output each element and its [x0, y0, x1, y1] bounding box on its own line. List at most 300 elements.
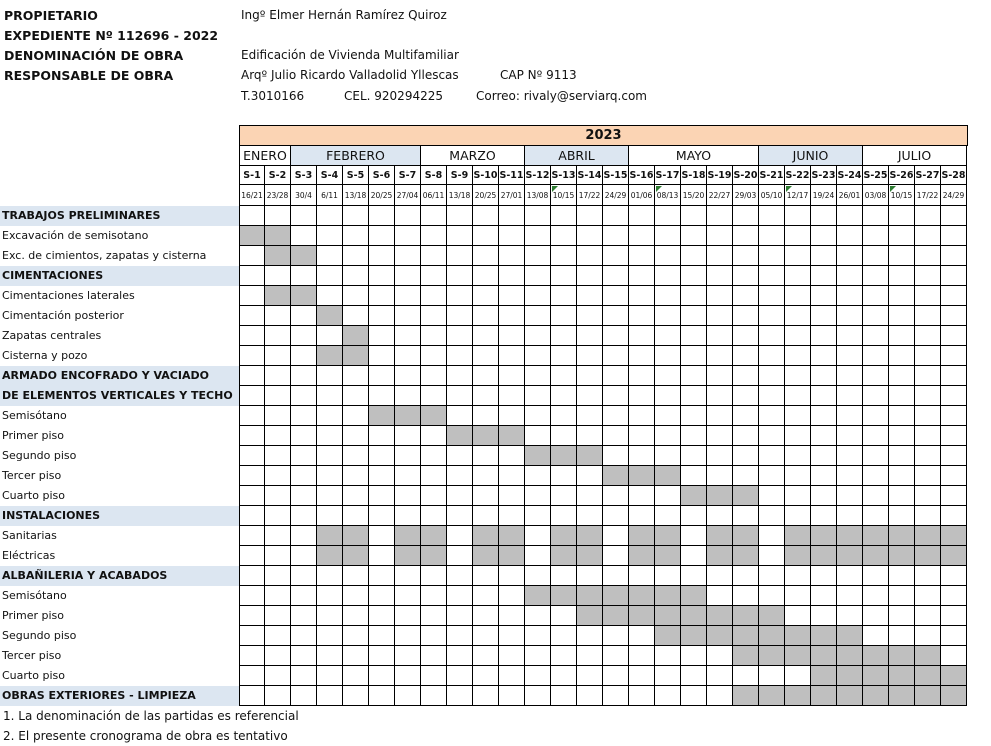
week-date-19: 22/27 — [707, 185, 733, 206]
schedule-cell — [863, 506, 889, 526]
month-enero: ENERO — [239, 146, 291, 166]
schedule-cell — [421, 466, 447, 486]
schedule-cell — [525, 206, 551, 226]
month-junio: JUNIO — [759, 146, 863, 166]
schedule-cell — [915, 226, 941, 246]
schedule-cell — [681, 686, 707, 706]
schedule-cell — [447, 566, 473, 586]
schedule-cell — [291, 586, 317, 606]
schedule-cell — [941, 246, 967, 266]
schedule-cell — [395, 326, 421, 346]
schedule-cell — [603, 646, 629, 666]
schedule-cell — [369, 406, 395, 426]
schedule-cell — [239, 446, 265, 466]
schedule-cell — [551, 626, 577, 646]
schedule-cell — [733, 686, 759, 706]
schedule-cell — [473, 466, 499, 486]
schedule-cell — [369, 666, 395, 686]
schedule-cell — [265, 286, 291, 306]
schedule-cell — [395, 406, 421, 426]
schedule-cell — [707, 586, 733, 606]
task-label: Eléctricas — [2, 549, 56, 562]
schedule-cell — [395, 466, 421, 486]
schedule-cell — [681, 446, 707, 466]
schedule-cell — [785, 226, 811, 246]
week-date-20: 29/03 — [733, 185, 759, 206]
schedule-cell — [577, 446, 603, 466]
schedule-cell — [889, 446, 915, 466]
schedule-cell — [369, 326, 395, 346]
schedule-cell — [655, 546, 681, 566]
schedule-cell — [525, 466, 551, 486]
schedule-cell — [733, 206, 759, 226]
schedule-cell — [707, 266, 733, 286]
schedule-cell — [889, 346, 915, 366]
week-25: S-25 — [863, 166, 889, 185]
schedule-cell — [863, 586, 889, 606]
schedule-cell — [785, 426, 811, 446]
schedule-cell — [733, 326, 759, 346]
schedule-cell — [811, 306, 837, 326]
week-date-1: 16/21 — [239, 185, 265, 206]
schedule-cell — [837, 506, 863, 526]
schedule-cell — [837, 326, 863, 346]
schedule-cell — [863, 526, 889, 546]
schedule-cell — [941, 286, 967, 306]
work-name-value: Edificación de Vivienda Multifamiliar — [241, 48, 459, 62]
schedule-cell — [733, 466, 759, 486]
schedule-cell — [499, 426, 525, 446]
schedule-cell — [629, 506, 655, 526]
schedule-cell — [811, 366, 837, 386]
schedule-cell — [707, 626, 733, 646]
schedule-cell — [265, 266, 291, 286]
schedule-cell — [447, 326, 473, 346]
schedule-cell — [707, 246, 733, 266]
week-date-11: 27/01 — [499, 185, 525, 206]
schedule-cell — [525, 286, 551, 306]
schedule-cell — [785, 286, 811, 306]
schedule-cell — [785, 606, 811, 626]
schedule-cell — [837, 266, 863, 286]
schedule-cell — [733, 586, 759, 606]
schedule-cell — [395, 286, 421, 306]
schedule-cell — [239, 266, 265, 286]
schedule-cell — [759, 526, 785, 546]
schedule-cell — [317, 566, 343, 586]
schedule-cell — [915, 526, 941, 546]
schedule-cell — [629, 366, 655, 386]
week-23: S-23 — [811, 166, 837, 185]
schedule-cell — [811, 646, 837, 666]
schedule-cell — [759, 446, 785, 466]
schedule-cell — [837, 286, 863, 306]
schedule-cell — [863, 246, 889, 266]
schedule-cell — [369, 486, 395, 506]
schedule-cell — [811, 666, 837, 686]
schedule-cell — [707, 206, 733, 226]
schedule-cell — [447, 506, 473, 526]
schedule-cell — [447, 306, 473, 326]
schedule-cell — [499, 386, 525, 406]
schedule-cell — [681, 366, 707, 386]
schedule-cell — [343, 606, 369, 626]
task-label: Cuarto piso — [2, 669, 65, 682]
schedule-cell — [265, 406, 291, 426]
schedule-cell — [577, 366, 603, 386]
schedule-cell — [239, 326, 265, 346]
schedule-cell — [551, 286, 577, 306]
schedule-cell — [473, 686, 499, 706]
schedule-cell — [421, 246, 447, 266]
schedule-cell — [265, 446, 291, 466]
schedule-cell — [655, 606, 681, 626]
schedule-cell — [681, 206, 707, 226]
schedule-cell — [837, 606, 863, 626]
task-label: Segundo piso — [2, 629, 77, 642]
schedule-cell — [577, 486, 603, 506]
schedule-cell — [837, 306, 863, 326]
schedule-cell — [759, 246, 785, 266]
schedule-cell — [291, 546, 317, 566]
schedule-cell — [759, 286, 785, 306]
schedule-cell — [785, 306, 811, 326]
schedule-cell — [889, 326, 915, 346]
schedule-cell — [525, 586, 551, 606]
schedule-cell — [369, 286, 395, 306]
schedule-cell — [499, 626, 525, 646]
schedule-cell — [343, 346, 369, 366]
schedule-cell — [291, 266, 317, 286]
schedule-cell — [681, 506, 707, 526]
schedule-cell — [707, 686, 733, 706]
schedule-cell — [603, 486, 629, 506]
year-header: 2023 — [239, 125, 968, 146]
schedule-cell — [603, 566, 629, 586]
week-7: S-7 — [395, 166, 421, 185]
schedule-cell — [681, 526, 707, 546]
schedule-cell — [265, 686, 291, 706]
schedule-cell — [889, 486, 915, 506]
month-febrero: FEBRERO — [291, 146, 421, 166]
schedule-cell — [681, 586, 707, 606]
schedule-cell — [889, 306, 915, 326]
schedule-cell — [447, 466, 473, 486]
schedule-cell — [317, 526, 343, 546]
schedule-cell — [681, 426, 707, 446]
schedule-cell — [577, 266, 603, 286]
schedule-cell — [785, 486, 811, 506]
schedule-cell — [291, 666, 317, 686]
schedule-cell — [707, 286, 733, 306]
schedule-cell — [915, 566, 941, 586]
schedule-cell — [499, 546, 525, 566]
schedule-cell — [499, 686, 525, 706]
section-label: DE ELEMENTOS VERTICALES Y TECHO — [0, 386, 239, 406]
schedule-cell — [499, 206, 525, 226]
schedule-cell — [759, 586, 785, 606]
schedule-cell — [421, 406, 447, 426]
schedule-cell — [785, 626, 811, 646]
schedule-cell — [811, 426, 837, 446]
schedule-cell — [525, 526, 551, 546]
schedule-cell — [317, 206, 343, 226]
schedule-cell — [421, 666, 447, 686]
schedule-cell — [421, 526, 447, 546]
schedule-cell — [889, 586, 915, 606]
schedule-cell — [291, 626, 317, 646]
date-marker — [786, 186, 792, 192]
schedule-cell — [265, 246, 291, 266]
schedule-cell — [447, 646, 473, 666]
schedule-cell — [655, 246, 681, 266]
schedule-cell — [551, 646, 577, 666]
schedule-cell — [343, 666, 369, 686]
schedule-cell — [239, 566, 265, 586]
schedule-cell — [811, 566, 837, 586]
schedule-cell — [395, 566, 421, 586]
schedule-cell — [811, 546, 837, 566]
schedule-cell — [837, 406, 863, 426]
schedule-cell — [473, 606, 499, 626]
schedule-cell — [525, 226, 551, 246]
schedule-cell — [421, 326, 447, 346]
schedule-cell — [369, 506, 395, 526]
schedule-cell — [551, 246, 577, 266]
week-9: S-9 — [447, 166, 473, 185]
schedule-cell — [811, 586, 837, 606]
task-label: Excavación de semisotano — [2, 229, 149, 242]
cell-number: CEL. 920294225 — [344, 89, 443, 103]
schedule-cell — [239, 586, 265, 606]
schedule-cell — [759, 266, 785, 286]
week-21: S-21 — [759, 166, 785, 185]
schedule-cell — [941, 366, 967, 386]
schedule-cell — [525, 406, 551, 426]
week-3: S-3 — [291, 166, 317, 185]
email-address: Correo: rivaly@serviarq.com — [476, 89, 647, 103]
schedule-cell — [447, 386, 473, 406]
month-mayo: MAYO — [629, 146, 759, 166]
schedule-cell — [239, 406, 265, 426]
schedule-cell — [369, 226, 395, 246]
schedule-cell — [837, 206, 863, 226]
week-date-2: 23/28 — [265, 185, 291, 206]
week-8: S-8 — [421, 166, 447, 185]
schedule-cell — [499, 446, 525, 466]
schedule-cell — [915, 506, 941, 526]
schedule-cell — [655, 486, 681, 506]
schedule-cell — [603, 346, 629, 366]
schedule-cell — [941, 546, 967, 566]
schedule-cell — [369, 306, 395, 326]
schedule-cell — [681, 286, 707, 306]
schedule-cell — [317, 606, 343, 626]
schedule-cell — [369, 526, 395, 546]
schedule-cell — [473, 246, 499, 266]
schedule-cell — [395, 606, 421, 626]
schedule-cell — [499, 486, 525, 506]
schedule-cell — [889, 386, 915, 406]
schedule-cell — [499, 566, 525, 586]
schedule-cell — [291, 486, 317, 506]
schedule-cell — [395, 546, 421, 566]
schedule-cell — [291, 366, 317, 386]
section-label: ARMADO ENCOFRADO Y VACIADO — [0, 366, 239, 386]
schedule-cell — [369, 566, 395, 586]
schedule-cell — [369, 386, 395, 406]
schedule-cell — [473, 586, 499, 606]
schedule-cell — [759, 326, 785, 346]
schedule-cell — [395, 526, 421, 546]
schedule-cell — [421, 486, 447, 506]
schedule-cell — [265, 566, 291, 586]
month-marzo: MARZO — [421, 146, 525, 166]
schedule-cell — [577, 246, 603, 266]
schedule-cell — [837, 226, 863, 246]
schedule-cell — [863, 566, 889, 586]
schedule-cell — [395, 266, 421, 286]
schedule-cell — [577, 406, 603, 426]
schedule-cell — [291, 346, 317, 366]
schedule-cell — [915, 666, 941, 686]
schedule-cell — [629, 286, 655, 306]
schedule-cell — [369, 246, 395, 266]
week-date-8: 06/11 — [421, 185, 447, 206]
schedule-cell — [785, 366, 811, 386]
schedule-cell — [447, 266, 473, 286]
schedule-cell — [265, 306, 291, 326]
schedule-cell — [655, 386, 681, 406]
schedule-cell — [421, 266, 447, 286]
schedule-cell — [759, 626, 785, 646]
schedule-cell — [629, 426, 655, 446]
schedule-cell — [707, 406, 733, 426]
schedule-cell — [239, 646, 265, 666]
schedule-cell — [395, 586, 421, 606]
week-1: S-1 — [239, 166, 265, 185]
responsible-value: Arqº Julio Ricardo Valladolid Yllescas — [241, 68, 459, 82]
week-date-27: 17/22 — [915, 185, 941, 206]
schedule-cell — [941, 686, 967, 706]
schedule-cell — [811, 206, 837, 226]
schedule-cell — [759, 466, 785, 486]
schedule-cell — [525, 566, 551, 586]
schedule-cell — [317, 626, 343, 646]
schedule-cell — [525, 386, 551, 406]
schedule-cell — [551, 526, 577, 546]
schedule-cell — [499, 466, 525, 486]
schedule-cell — [421, 366, 447, 386]
schedule-cell — [915, 326, 941, 346]
schedule-cell — [395, 386, 421, 406]
schedule-cell — [915, 246, 941, 266]
schedule-cell — [447, 486, 473, 506]
schedule-cell — [629, 306, 655, 326]
schedule-cell — [759, 406, 785, 426]
schedule-cell — [603, 366, 629, 386]
schedule-cell — [733, 406, 759, 426]
schedule-cell — [733, 306, 759, 326]
schedule-cell — [473, 646, 499, 666]
schedule-cell — [343, 386, 369, 406]
schedule-cell — [265, 506, 291, 526]
schedule-cell — [369, 626, 395, 646]
schedule-cell — [343, 306, 369, 326]
schedule-cell — [265, 606, 291, 626]
schedule-cell — [577, 606, 603, 626]
schedule-cell — [863, 486, 889, 506]
schedule-cell — [811, 246, 837, 266]
schedule-cell — [681, 646, 707, 666]
schedule-cell — [577, 586, 603, 606]
schedule-cell — [343, 646, 369, 666]
schedule-cell — [603, 426, 629, 446]
schedule-cell — [733, 626, 759, 646]
schedule-cell — [759, 486, 785, 506]
schedule-cell — [863, 266, 889, 286]
month-julio: JULIO — [863, 146, 967, 166]
schedule-cell — [681, 606, 707, 626]
schedule-cell — [915, 266, 941, 286]
schedule-cell — [395, 226, 421, 246]
task-label: Semisótano — [2, 409, 67, 422]
schedule-cell — [239, 666, 265, 686]
schedule-cell — [551, 586, 577, 606]
schedule-cell — [239, 286, 265, 306]
schedule-cell — [811, 406, 837, 426]
schedule-cell — [369, 586, 395, 606]
schedule-cell — [473, 446, 499, 466]
schedule-cell — [447, 546, 473, 566]
week-date-17: 08/13 — [655, 185, 681, 206]
task-label: Semisótano — [2, 589, 67, 602]
schedule-cell — [707, 566, 733, 586]
schedule-cell — [707, 226, 733, 246]
schedule-cell — [889, 406, 915, 426]
schedule-cell — [525, 266, 551, 286]
schedule-cell — [941, 486, 967, 506]
schedule-cell — [421, 606, 447, 626]
schedule-cell — [421, 426, 447, 446]
schedule-cell — [577, 546, 603, 566]
schedule-cell — [941, 306, 967, 326]
section-label: OBRAS EXTERIORES - LIMPIEZA — [0, 686, 239, 706]
schedule-cell — [733, 546, 759, 566]
schedule-cell — [369, 646, 395, 666]
schedule-cell — [837, 426, 863, 446]
schedule-cell — [707, 606, 733, 626]
schedule-cell — [889, 246, 915, 266]
schedule-cell — [759, 686, 785, 706]
schedule-cell — [239, 626, 265, 646]
schedule-cell — [759, 386, 785, 406]
schedule-cell — [265, 226, 291, 246]
week-date-16: 01/06 — [629, 185, 655, 206]
schedule-cell — [473, 546, 499, 566]
schedule-cell — [941, 446, 967, 466]
schedule-cell — [915, 406, 941, 426]
schedule-cell — [525, 546, 551, 566]
schedule-cell — [551, 606, 577, 626]
schedule-cell — [577, 626, 603, 646]
date-marker — [552, 186, 558, 192]
schedule-cell — [941, 526, 967, 546]
schedule-cell — [915, 646, 941, 666]
schedule-cell — [343, 586, 369, 606]
schedule-cell — [499, 326, 525, 346]
schedule-cell — [629, 586, 655, 606]
